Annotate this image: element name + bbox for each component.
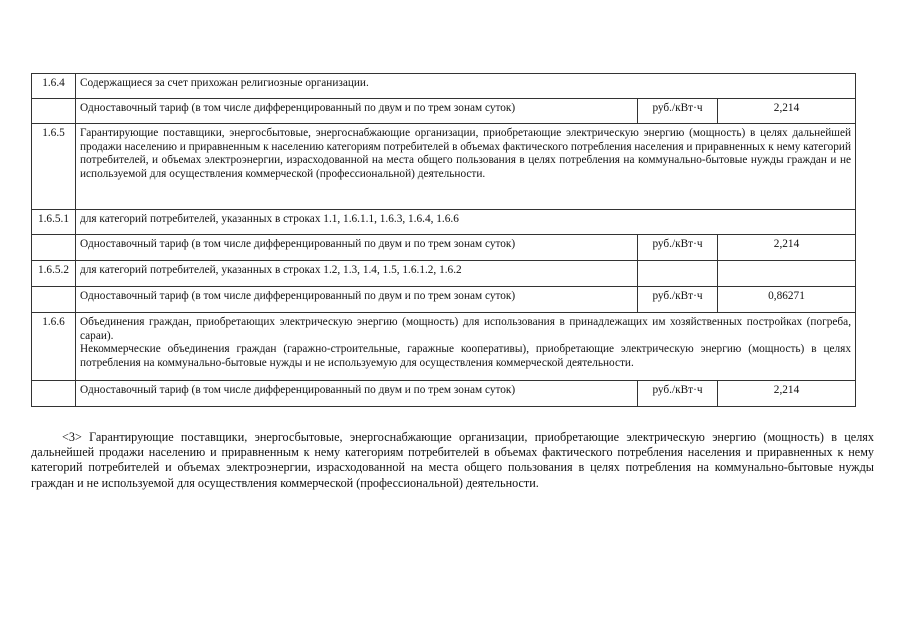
tariff-name: Одноставочный тариф (в том числе дифференцированный по двум и по трем зонам суток) bbox=[76, 99, 638, 124]
description-paragraph: Объединения граждан, приобретающих электрическую энергию (мощность) для использования в принадлежащих им хозяйственных постройках (погреба, сараи). bbox=[80, 316, 852, 342]
tariff-table bbox=[31, 73, 856, 407]
table-row bbox=[32, 99, 856, 124]
value-cell: 0,86271 bbox=[718, 287, 856, 313]
value-cell: 2,214 bbox=[718, 381, 856, 407]
empty-unit-cell bbox=[638, 261, 718, 287]
tariff-name: Одноставочный тариф (в том числе дифференцированный по двум и по трем зонам суток) bbox=[76, 287, 638, 313]
table-row bbox=[32, 313, 856, 381]
table-row bbox=[32, 124, 856, 210]
table-row bbox=[32, 381, 856, 407]
row-description: для категорий потребителей, указанных в строках 1.2, 1.3, 1.4, 1.5, 1.6.1.2, 1.6.2 bbox=[76, 261, 638, 287]
table-row bbox=[32, 74, 856, 99]
row-number: 1.6.5.2 bbox=[32, 261, 76, 287]
unit-cell: руб./кВт·ч bbox=[638, 235, 718, 261]
row-description: Содержащиеся за счет прихожан религиозные организации. bbox=[76, 74, 856, 99]
row-number-empty bbox=[32, 235, 76, 261]
table-row bbox=[32, 261, 856, 287]
tariff-name: Одноставочный тариф (в том числе дифференцированный по двум и по трем зонам суток) bbox=[76, 235, 638, 261]
unit-cell: руб./кВт·ч bbox=[638, 287, 718, 313]
row-description: для категорий потребителей, указанных в строках 1.1, 1.6.1.1, 1.6.3, 1.6.4, 1.6.6 bbox=[76, 210, 856, 235]
table-row bbox=[32, 287, 856, 313]
table-row bbox=[32, 235, 856, 261]
description-paragraph: Некоммерческие объединения граждан (гаражно-строительные, гаражные кооперативы), приобретающие электрическую энергию (мощность) в целях потребления на коммунально-бытовые нужды и не используемую для осуществления коммерческой деятельности. bbox=[80, 343, 852, 369]
row-number: 1.6.5 bbox=[32, 124, 76, 210]
row-number-empty bbox=[32, 99, 76, 124]
row-number: 1.6.5.1 bbox=[32, 210, 76, 235]
empty-value-cell bbox=[718, 261, 856, 287]
table-row bbox=[32, 210, 856, 235]
row-number-empty bbox=[32, 381, 76, 407]
row-number: 1.6.6 bbox=[32, 313, 76, 381]
unit-cell: руб./кВт·ч bbox=[638, 381, 718, 407]
tariff-name: Одноставочный тариф (в том числе дифференцированный по двум и по трем зонам суток) bbox=[76, 381, 638, 407]
unit-cell: руб./кВт·ч bbox=[638, 99, 718, 124]
row-description bbox=[76, 313, 856, 381]
value-cell: 2,214 bbox=[718, 235, 856, 261]
row-description: Гарантирующие поставщики, энергосбытовые, энергоснабжающие организации, приобретающие электрическую энергию (мощность) в целях дальнейшей продажи населению и приравненным к населению категориям потребителей в объемах фактического потребления населения и приравненных к нему категорий потребителей, и объемах электроэнергии, израсходованной на места общего пользования в целях потребления на коммунально-бытовые нужды граждан и не используемой для осуществления коммерческой (профессиональной) деятельности. bbox=[76, 124, 856, 210]
row-number-empty bbox=[32, 287, 76, 313]
value-cell: 2,214 bbox=[718, 99, 856, 124]
footnote: <3> Гарантирующие поставщики, энергосбытовые, энергоснабжающие организации, приобретающие электрическую энергию (мощность) в целях дальнейшей продажи населению и приравненным к нему категориям потребителей в объемах фактического потребления населения и приравненных к нему категорий потребителей и объемах электроэнергии, израсходованной на места общего пользования в целях потребления на коммунально-бытовые нужды граждан и не используемой для осуществления коммерческой (профессиональной) деятельности. bbox=[31, 430, 874, 490]
row-number: 1.6.4 bbox=[32, 74, 76, 99]
